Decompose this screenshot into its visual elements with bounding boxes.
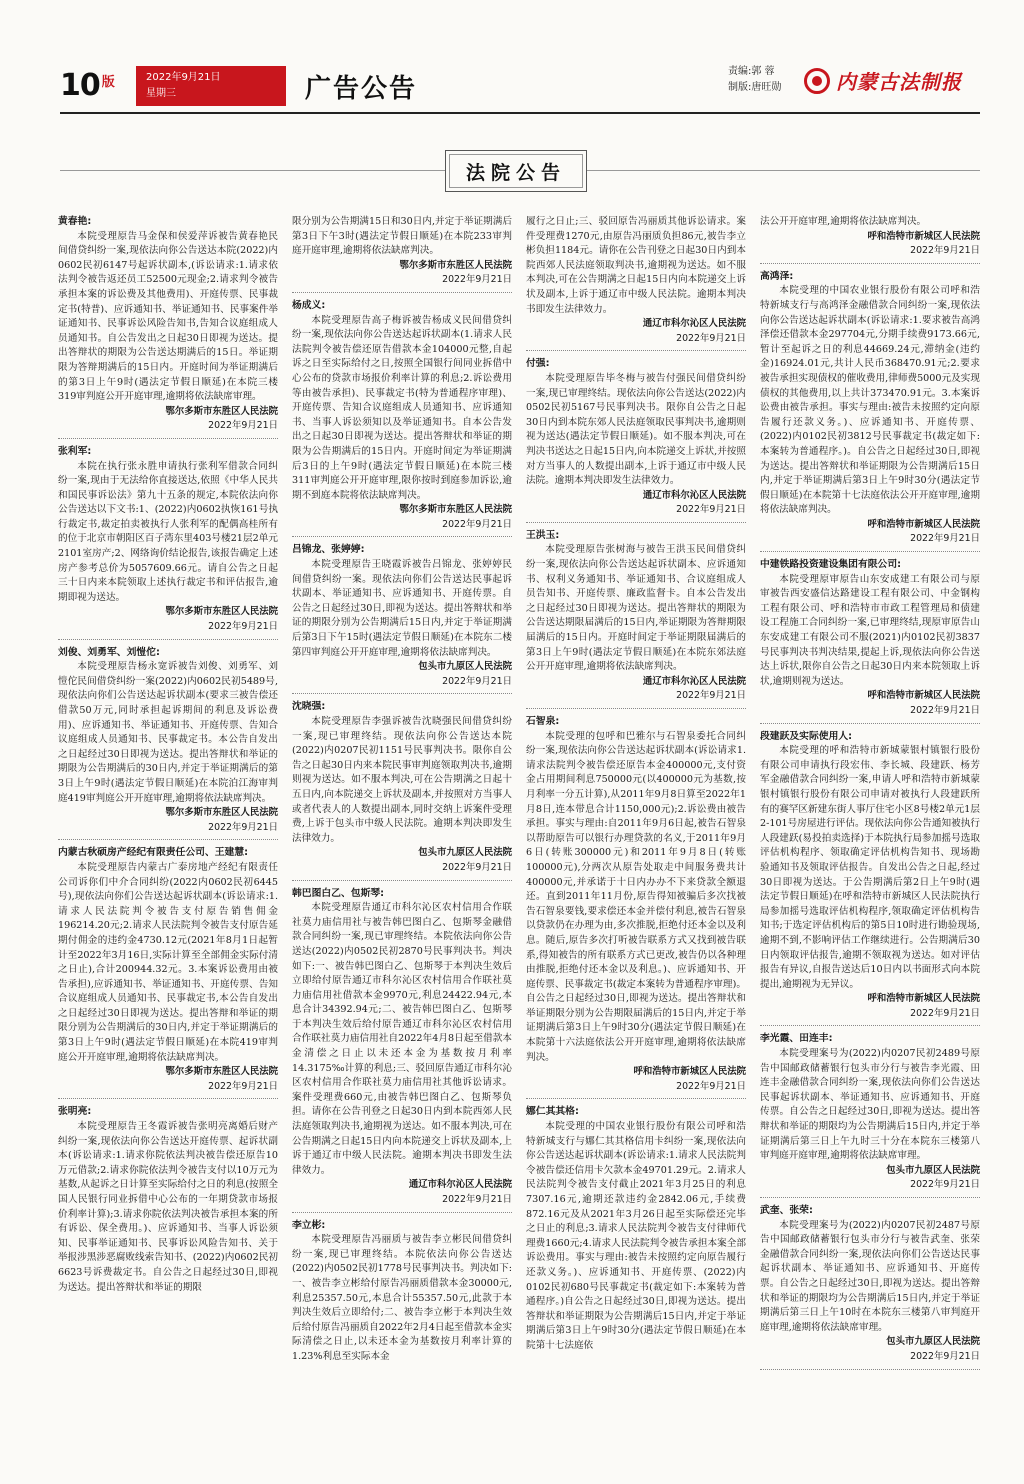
notice-court-signature: 包头市九原区人民法院: [886, 1336, 980, 1348]
notice-body: 本院受理的中国农业银行股份有限公司呼和浩特新城支行与高鸿泽金融借款合同纠纷一案,现依法向你公告送达起诉状副本(诉讼请求:1.要求被告高鸿泽偿还借款本金297704元,分期手续费9173.66元,暂计至起诉之日的利息44669.24元,滞纳金(违约金)16924.01元,共计人民币368470.91元;2.要求被告承担实现债权的催收费用,律师费5000元及实现债权的其他费用,以上共计373470.91元。3.本案诉讼费由被告承担。事实与理由:被告未按照约定向原告履行还款义务。)、应诉通知书、开庭传票、(2022)内0102民初3812号民事裁定书(裁定如下:本案转为普通程序。)。自公告之日起经过30日,即视为送达。提出答辩状和举证期限为公告期满后15日内,并定于举证期满后第3日上午9时30分(遇法定节假日顺延)在本院第十七法庭依法公开开庭审理,逾期将依法缺席判决。: [760, 285, 980, 516]
notice-date: 2022年9月21日: [910, 1350, 980, 1362]
notice-date: 2022年9月21日: [442, 861, 512, 873]
notice-addressee: 黄春艳:: [58, 216, 92, 227]
notice-date: 2022年9月21日: [676, 332, 746, 344]
notice-court-signature: 包头市九原区人民法院: [418, 661, 512, 673]
notice-addressee: 沈晓强:: [292, 701, 326, 713]
notice-body: 本院受理原告王晓霞诉被告吕锦龙、张婷婷民间借贷纠纷一案。现依法向你们公告送达民事起诉状副本、举证通知书、应诉通知书、开庭传票。自公告之日起经过30日,即视为送达。提出答辩状和举证的期限分别为公告期满后15日内,并定于举证期满后第3日下午15时(遇法定节假日顺延)在本院东二楼第四审判庭公开开庭审理,逾期将依法缺席判决。: [292, 559, 512, 658]
notice-date: 2022年9月21日: [676, 1080, 746, 1092]
newspaper-name: 内蒙古法制报: [836, 70, 962, 94]
producer: 制版:唐旺勋: [728, 82, 782, 93]
notice-addressee: 张利军:: [58, 445, 92, 457]
editor-credits: [728, 64, 781, 96]
notice-divider: [292, 292, 512, 293]
court-notice: [760, 730, 980, 1027]
notice-date: 2022年9月21日: [442, 274, 512, 286]
notice-body: 本院受理原告张树海与被告王洪玉民间借贷纠纷一案,现依法向你公告送达起诉状副本、应诉通知书、权利义务通知书、举证通知书、合议庭组成人员告知书、开庭传票、廉政监督卡。自本公告发出之日起经过30日即视为送达。提出答辩状的期限为公告送达期限届满后的15日内,举证期限为答辩期限届满后的15日内。开庭时间定于举证期限届满后的第3日上午9时(遇法定节假日顺延)在本院东郊法庭公开开庭审理,逾期将依法缺席判决。: [526, 544, 746, 673]
notice-column: [526, 215, 746, 1475]
notice-court-signature: 呼和浩特市新城区人民法院: [867, 690, 980, 702]
court-notice: [526, 357, 746, 523]
court-notice: [292, 887, 512, 1213]
notice-date: 2022年9月21日: [910, 245, 980, 257]
notice-court-signature: 通辽市科尔沁区人民法院: [642, 489, 746, 501]
court-notice: [292, 215, 512, 293]
notice-columns: [58, 215, 982, 1475]
notice-column: [58, 215, 278, 1475]
notice-body: 本院受理的呼和浩特市新城蒙银村镇银行股份有限公司申请执行段宏伟、李长城、段建跃、杨芳军金融借款合同纠纷一案,申请人呼和浩特市新城蒙银村镇银行股份有限公司申请对被执行人段建跃所有的赛罕区新建东街人事厅住宅小区8号楼2单元1层2-101号房屋进行评估。现依法向你公告通知被执行人段建跃(易投拍卖选择)于本院执行局参加摇号选取评估机构程序、领取确定评估机构告知书、现场勘验通知书及领取评估报告。自发出公告之日起,经过30日即视为送达。于公告期满后第2日上午9时(遇法定节假日顺延)在呼和浩特市新城区人民法院执行局参加摇号选取评估机构程序,领取确定评估机构告知书;于选定评估机构后的第5日10时进行勘验现场,逾期不到,不影响评估工作继续进行。公告期满后30日内领取评估报告,逾期不领取视为送达。如对评估报告有异议,自报告送达后10日内以书面形式向本院提出,逾期视为无异议。: [760, 745, 980, 990]
notice-court-signature: 呼和浩特市新城区人民法院: [633, 1066, 746, 1078]
notice-divider: [58, 839, 278, 840]
notice-court-signature: 通辽市科尔沁区人民法院: [642, 318, 746, 330]
court-notice: [292, 1219, 512, 1365]
court-notice: [760, 270, 980, 552]
notice-date: 2022年9月21日: [208, 420, 278, 432]
notice-body: 本院受理原告高子梅诉被告杨成义民间借贷纠纷一案,现依法向你公告送达起诉状副本(1.请求人民法院判令被告偿还原告借款本金104000元整,自起诉之日至实际给付之日,按照全国银行间同业拆借中心公布的贷款市场报价利率计算的利息;2.诉讼费用等由被告承担)、民事裁定书(特为普通程序审理)、开庭传票、告知合议庭组成人员通知书、应诉通知书、当事人诉讼须知以及举证通知书。自本公告发出之日起30日即视为送达。提出答辩状和举证的期限为公告期满后的15日内。开庭时间定为举证期满后3日的上午9时(遇法定节假日顺延)在本院三楼311审判庭公开开庭审理,限你按时到庭参加诉讼,逾期不到庭本院将依法缺席判决。: [292, 314, 512, 501]
notice-date: 2022年9月21日: [910, 705, 980, 716]
notice-court-signature: 呼和浩特市新城区人民法院: [867, 518, 980, 530]
notice-date: 2022年9月21日: [910, 1007, 980, 1019]
notice-addressee: 石智泉:: [526, 716, 560, 727]
notice-addressee: 娜仁其其格:: [526, 1106, 579, 1118]
issue-date-box: [136, 66, 286, 106]
notice-addressee: 王洪玉:: [526, 529, 560, 541]
page-number: 10: [60, 67, 100, 103]
notice-addressee: 中建铁路投资建设集团有限公司:: [760, 559, 902, 571]
court-notice: [58, 445, 278, 640]
notice-body: 本院受理的包呼和巴雅尔与石智泉委托合同纠纷一案,现依法向你公告送达起诉状副本(诉讼请求1.请求法院判令被告偿还原告本金400000元,支付资金占用期间利息750000元(以400000元为基数,按月利率一分五计算),从2011年9月8日算至2022年1月8日,连本带息合计1150,000元);2.诉讼费由被告承担。事实与理由:自2011年9月6日起,被告石智泉以帮助原告可以银行办理贷款的名义,于2011年9月6日(转账300000元)和2011年9月8日(转账100000元),分两次从原告处取走中间服务费共计400000元,并承诺于十日内办办不下来贷款全额退还。直到2011年11月份,原告得知被骗后多次找被告石智泉要钱,要求偿还本金并偿付利息,被告石智泉以贷款仍在办理为由,多次推脱,拒绝付还本金以及利息。随后,原告多次打听被告联系方式又找到被告联系,得知被告的所有联系方式已更改,被告仍以各种理由推脱,拒绝付还本金以及利息。)、应诉通知书、开庭传票、民事裁定书(裁定本案转为普通程序审理)。自公告之日起经过30日,即视为送达。提出答辩状和举证期限分别为公告期限届满后的15日内,并定于举证期满后第3日上午9时30分(遇法定节假日顺延)在本院第十六法庭依法公开开庭审理,逾期将依法缺席判决。: [526, 730, 746, 1063]
notice-court-signature: 通辽市科尔沁区人民法院: [408, 1179, 512, 1191]
notice-body: 限分别为公告期满15日和30日内,并定于举证期满后第3日下午3时(遇法定节假日顺延)在本院233审判庭开庭审理,逾期将依法缺席判决。: [292, 216, 512, 257]
notice-court-signature: 包头市九原区人民法院: [886, 1164, 980, 1176]
banner-line-right: [585, 170, 980, 171]
section-title: 广告公告: [305, 74, 418, 104]
notice-body: 本院受理原告内蒙古广泰房地产经纪有限责任公司诉你们中介合同纠纷(2022内0602民初6445号),现依法向你们公告送达起诉状副本(诉讼请求:1.请求人民法院判令被告支付原告销售佣金196214.20元;2.请求人民法院判令被告支付原告延期付佣金的违约金4730.12元(2021年8月1日起暂计至2022年3月16日,实际计算至全部佣金实际付清之日止),合计200944.32元。3.本案诉讼费用由被告承担),应诉通知书、举证通知书、开庭传票、告知合议庭组成人员通知书、民事裁定书,本公告自发出之日起经过30日即视为送达。提出答辩和举证的期限分别为公告期满后的30日内,并定于举证期满后的第3日上午9时(遇法定节假日顺延)在本院419审判庭公开开庭审理,逾期将依法缺席判决。: [58, 861, 278, 1063]
notice-divider: [526, 1098, 746, 1099]
court-notice: [760, 215, 980, 264]
issue-weekday: 星期三: [146, 88, 176, 99]
header-rule: [60, 112, 980, 114]
court-notice: [526, 529, 746, 709]
notice-divider: [760, 1369, 980, 1370]
notice-divider: [58, 438, 278, 439]
notice-divider: [292, 1212, 512, 1213]
notice-divider: [292, 536, 512, 537]
notice-divider: [58, 1098, 278, 1099]
notice-divider: [526, 522, 746, 523]
notice-addressee: 高鸿泽:: [760, 270, 794, 282]
notice-divider: [526, 350, 746, 351]
notice-divider: [292, 693, 512, 694]
court-notice: [58, 646, 278, 841]
notice-addressee: 李光霞、田连丰:: [760, 1033, 833, 1045]
notice-court-signature: 鄂尔多斯市东胜区人民法院: [165, 1066, 278, 1078]
notice-divider: [58, 639, 278, 640]
court-notice: [58, 1105, 278, 1295]
notice-divider: [760, 1025, 980, 1026]
notice-date: 2022年9月21日: [910, 1179, 980, 1191]
notice-court-signature: 鄂尔多斯市东胜区人民法院: [165, 606, 278, 618]
notice-divider: [760, 723, 980, 724]
notice-court-signature: 鄂尔多斯市东胜区人民法院: [399, 259, 512, 271]
notice-divider: [526, 708, 746, 709]
notice-divider: [760, 551, 980, 552]
notice-body: 本院在执行张永胜申请执行张利军借款合同纠纷一案,现由于无法给你直接送达,依照《中华人民共和国民事诉讼法》第九十五条的规定,本院依法向你公告送达以下文书:1、(2022)内0602执恢161号执行裁定书,裁定拍卖被执行人张利军的配偶高桂所有的位于北京市朝阳区百子湾东里403号楼21层2单元2101室房产;2、网络询价结论报告,该报告确定上述房产参考总价为5057609.66元。请自公告之日起三十日内来本院领取上述执行裁定书和评估报告,逾期即视为送达。: [58, 460, 278, 603]
page-header: [60, 60, 980, 110]
notice-addressee: 吕锦龙、张婷婷:: [292, 544, 365, 556]
notice-court-signature: 呼和浩特市新城区人民法院: [867, 230, 980, 242]
notice-court-signature: 通辽市科尔沁区人民法院: [642, 675, 746, 687]
newspaper-logo: [804, 66, 962, 95]
notice-court-signature: 鄂尔多斯市东胜区人民法院: [165, 807, 278, 819]
notice-date: 2022年9月21日: [676, 504, 746, 516]
notice-addressee: 杨成义:: [292, 299, 326, 311]
notice-body: 本院受理的中国农业银行股份有限公司呼和浩特新城支行与娜仁其其格信用卡纠纷一案,现依法向你公告送达起诉状副本(诉讼请求:1.请求人民法院判令被告偿还信用卡欠款本金49701.29元。2.请求人民法院判令被告支付截止2021年3月25日的利息7307.16元,逾期还款违约金2842.06元,手续费872.16元及从2021年3月26日起至实际偿还完毕之日止的利息;3.请求人民法院判令被告支付律师代理费1660元;4.请求人民法院判令被告承担本案全部诉讼费用。事实与理由:被告未按照约定向原告履行还款义务。)、应诉通知书、开庭传票、(2022)内0102民初680号民事裁定书(裁定如下:本案转为普通程序。)自公告之日起经过30日,即视为送达。提出答辩状和举证期限为公告期满后15日内,并定于举证期满后第3日上午9时30分(遇法定节假日顺延)在本院第十七法庭依: [526, 1121, 746, 1351]
section-banner: [445, 150, 587, 192]
notice-body: 法公开开庭审理,逾期将依法缺席判决。: [760, 216, 927, 227]
court-notice: [526, 715, 746, 1099]
issue-date: 2022年9月21日: [146, 72, 221, 83]
banner-title: 法院公告: [449, 154, 583, 188]
notice-addressee: 武奎、张荣:: [760, 1205, 813, 1216]
court-notice: [292, 299, 512, 538]
notice-column: [292, 215, 512, 1475]
notice-date: 2022年9月21日: [442, 1194, 512, 1205]
notice-addressee: 内蒙古秋硕房产经纪有限责任公司、王建慧:: [58, 847, 249, 859]
notice-date: 2022年9月21日: [442, 675, 512, 687]
notice-addressee: 付强:: [526, 358, 550, 370]
notice-body: 本院受理原告马金保和侯爱萍诉被告黄春艳民间借贷纠纷一案,现依法向你公告送达本院(2022)内0602民初6147号起诉状副本,(诉讼请求:1.请求依法判令被告返还员工52500元现金;2.请求判令被告承担本案的诉讼费及其他费用)、开庭传票、民事裁定书(特普)、应诉通知书、举证通知书、民事案件举证通知书、民事诉讼风险告知书,告知合议庭组成人员通知书。自公告发出之日起30日即视为送达。提出答辩状的期限为公告送达期满后的15日。举证期限为答辩期满后的15日内。开庭时间为举证期满后的第3日上午9时(遇法定节假日顺延)在本院三楼319审判庭公开开庭审理,逾期将依法缺席审理。: [58, 230, 278, 403]
page-number-box: [60, 66, 136, 104]
notice-date: 2022年9月21日: [910, 533, 980, 545]
notice-addressee: 段建跃及实际使用人:: [760, 730, 853, 742]
notice-addressee: 李立彬:: [292, 1219, 326, 1231]
editor: 责编:郭 蓉: [728, 66, 775, 77]
notice-court-signature: 包头市九原区人民法院: [418, 847, 512, 859]
notice-addressee: 韩巴图白乙、包斯琴:: [292, 887, 385, 899]
court-notice: [292, 700, 512, 880]
banner-line-left: [60, 170, 445, 171]
notice-body: 本院受理原告杨永宽诉被告刘俊、刘勇军、刘愷佗民间借贷纠纷一案(2022)内0602民初5489号,现依法向你们公告送达起诉状副本(要求三被告偿还借款50万元,同时承担起诉期间的利息及诉讼费用)、应诉通知书、举证通知书、开庭传票、告知合议庭组成人员通知书、民事裁定书。本公告自发出之日起经过30日即视为送达。提出答辩状和举证的期限为公告期满后的30日内,并定于举证期满后的第3日上午9时(遇法定节假日顺延)在本院泊江海审判庭419审判庭公开开庭审理,逾期将依法缺席判决。: [58, 661, 278, 804]
court-notice: [58, 215, 278, 439]
notice-court-signature: 鄂尔多斯市东胜区人民法院: [399, 504, 512, 516]
court-notice: [58, 846, 278, 1099]
court-notice: [760, 1204, 980, 1370]
newspaper-emblem-icon: [804, 68, 830, 94]
notice-column: [760, 215, 980, 1475]
court-notice: [760, 558, 980, 724]
notice-divider: [292, 880, 512, 881]
page-label: 版: [101, 74, 115, 90]
notice-body: 本院受理原告冯丽质与被告李立彬民间借贷纠纷一案,现已审理终结。本院依法向你公告送达(2022)内0502民初1778号民事判决书。判决如下:一、被告李立彬给付原告冯丽质借款本金30000元,利息25357.50元,本息合计55357.50元,此款于本判决生效后立即给付;二、被告李立彬于本判决生效后给付原告冯丽质自2022年2月4日起至借款本金实际清偿之日止,以未还本金为基数按月利率计算的1.23%利息至实际本金: [292, 1234, 512, 1362]
notice-date: 2022年9月21日: [442, 518, 512, 530]
notice-court-signature: 呼和浩特市新城区人民法院: [867, 993, 980, 1005]
notice-divider: [760, 1197, 980, 1198]
court-notice: [760, 1032, 980, 1198]
notice-body: 本院受理原审原告山东安成建工有限公司与原审被告西安盛信达路建设工程有限公司、中金钢构工程有限公司、呼和浩特市市政工程管理局和债建设工程施工合同纠纷一案,已审理终结,现原审原告山东安成建工有限公司不服(2021)内0102民初3837号民事判决书判决结果,提起上诉,现依法向你公告送达上诉状,限你自公告之日起30日内来本院领取上诉状,逾期则视为送达。: [760, 573, 980, 687]
court-notice: [292, 543, 512, 694]
notice-date: 2022年9月21日: [208, 821, 278, 833]
notice-date: 2022年9月21日: [208, 1080, 278, 1092]
notice-addressee: 刘俊、刘勇军、刘愷佗:: [58, 646, 160, 658]
court-notice: [526, 1105, 746, 1353]
notice-body: 本院受理案号为(2022)内0207民初2487号原告中国邮政储蓄银行包头市分行与被告武奎、张荣金融借款合同纠纷一案,现依法向你们公告送达民事起诉状副本、举证通知书、应诉通知书、开庭传票。自公告之日起经过30日,即视为送达。提出答辩状和举证的期限均为公告期满后15日内,并定于举证期满后第三日上午10时在本院东三楼第八审判庭开庭审理,逾期将依法缺席审理。: [760, 1219, 980, 1333]
notice-body: 履行之日止;三、驳回原告冯丽质其他诉讼请求。案件受理费1270元,由原告冯丽质负担86元,被告李立彬负担1184元。请你在公告刊登之日起30日内到本院西郊人民法庭领取判决书,逾期视为送达。如不服本判决,可在公告期满之日起15日内向本院递交上诉状及副本,上诉于通辽市中级人民法院。逾期本判决书即发生法律效力。: [526, 216, 746, 315]
notice-body: 本院受理原告王冬霞诉被告张明亮离婚后财产纠纷一案,现依法向你公告送达开庭传票、起诉状副本(诉讼请求:1.请求你院依法判决被告偿还原告10万元借款;2.请求你院依法判令被告支付以10万元为基数,从起诉之日计算至实际给付之日的利息(按照全国人民银行同业拆借中心公布的一年期贷款市场报价利率计算);3.请求你院依法判决被告承担本案的所有诉讼、保全费用。)、应诉通知书、当事人诉讼须知、民事举证通知书、民事诉讼风险告知书、关于举报涉黑涉恶腐败线索告知书、(2022)内0602民初6623号诉费裁定书。自公告之日起经过30日,即视为送达。提出答辩状和举证的期限: [58, 1121, 278, 1293]
notice-body: 本院受理原告通辽市科尔沁区农村信用合作联社莫力庙信用社与被告韩巴图白乙、包斯琴金融借款合同纠纷一案,现已审理终结。本院依法向你公告送达(2022)内0502民初2870号民事判决书。判决如下:一、被告韩巴图白乙、包斯琴于本判决生效后立即给付原告通辽市科尔沁区农村信用合作联社莫力庙信用社借款本金9970元,利息24422.94元,本息合计34392.94元;二、被告韩巴图白乙、包斯琴于本判决生效后给付原告通辽市科尔沁区农村信用合作联社莫力庙信用社自2022年4月8日起至借款本金清偿之日止以未还本金为基数按月利率14.3175‰计算的利息;三、驳回原告通辽市科尔沁区农村信用合作联社莫力庙信用社其他诉讼请求。案件受理费660元,由被告韩巴图白乙、包斯琴负担。请你在公告刊登之日起30日内到本院西郊人民法庭领取判决书,逾期视为送达。如不服本判决,可在公告期满之日起15日内向本院递交上诉状及副本,上诉于通辽市中级人民法院。逾期本判决书即发生法律效力。: [292, 902, 512, 1176]
notice-divider: [760, 263, 980, 264]
notice-date: 2022年9月21日: [208, 621, 278, 633]
notice-date: 2022年9月21日: [676, 690, 746, 702]
notice-body: 本院受理原告李强诉被告沈晓强民间借贷纠纷一案,现已审理终结。现依法向你公告送达本院(2022)内0207民初1151号民事判决书。限你自公告之日起30日内来本院民事审判庭领取判决书,逾期则视为送达。如不服本判决,可在公告期满之日起十五日内,向本院递交上诉状及副本,并按照对方当事人或者代表人的人数提出副本,同时交纳上诉案件受理费,上诉于包头市中级人民法院。逾期本判决即发生法律效力。: [292, 716, 512, 844]
notice-court-signature: 鄂尔多斯市东胜区人民法院: [165, 405, 278, 417]
court-notice: [526, 215, 746, 351]
notice-addressee: 张明亮:: [58, 1106, 92, 1118]
notice-body: 本院受理案号为(2022)内0207民初2489号原告中国邮政储蓄银行包头市分行与被告李光霞、田连丰金融借款合同纠纷一案,现依法向你们公告送达民事起诉状副本、举证通知书、应诉通知书、开庭传票。自公告之日起经过30日,即视为送达。提出答辩状和举证的期限均为公告期满后15日内,并定于举证期满后第三日上午九时三十分在本院东三楼第八审判庭开庭审理,逾期将依法缺席审理。: [760, 1048, 980, 1162]
notice-body: 本院受理原告毕冬梅与被告付强民间借贷纠纷一案,现已审理终结。现依法向你公告送达(2022)内0502民初5167号民事判决书。限你自公告之日起30日内到本院东郊人民法庭领取民事判决书,逾期则视为送达(遇法定节假日顺延)。如不服本判决,可在判决书送达之日起15日内,向本院递交上诉状,并按照对方当事人的人数提出副本,上诉于通辽市中级人民法院。逾期本判决即发生法律效力。: [526, 372, 746, 487]
